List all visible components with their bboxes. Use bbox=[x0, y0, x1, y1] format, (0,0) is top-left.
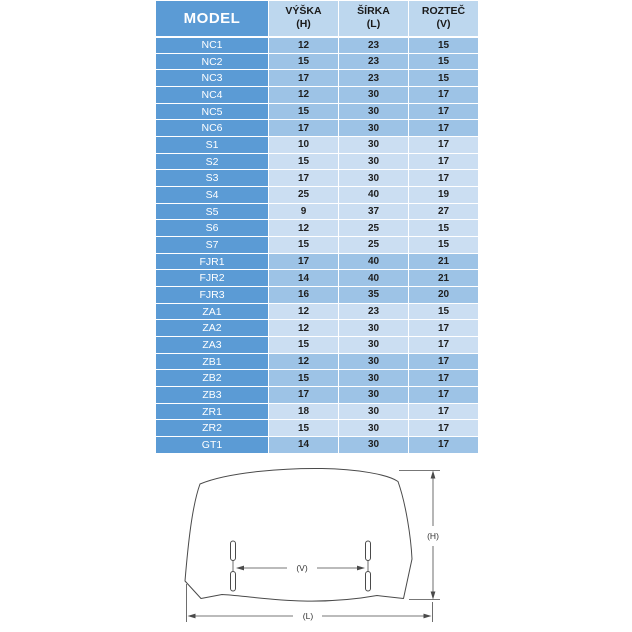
table-row bbox=[156, 420, 479, 437]
value-cell-h: 9 bbox=[269, 203, 339, 220]
model-cell: S6 bbox=[156, 220, 269, 237]
value-cell-v: 17 bbox=[409, 153, 479, 170]
value-cell-h: 25 bbox=[269, 187, 339, 204]
table-row bbox=[156, 270, 479, 287]
value-cell-v: 19 bbox=[409, 187, 479, 204]
value-cell-l: 37 bbox=[339, 203, 409, 220]
model-cell: NC5 bbox=[156, 103, 269, 120]
model-cell: S5 bbox=[156, 203, 269, 220]
value-cell-l: 25 bbox=[339, 220, 409, 237]
value-cell-h: 15 bbox=[269, 153, 339, 170]
value-cell-h: 16 bbox=[269, 287, 339, 304]
value-cell-l: 30 bbox=[339, 387, 409, 404]
model-cell: S2 bbox=[156, 153, 269, 170]
value-cell-v: 17 bbox=[409, 387, 479, 404]
dimension-h-arrow-bottom bbox=[431, 592, 436, 600]
table-row bbox=[156, 87, 479, 104]
table-row bbox=[156, 437, 479, 454]
dimension-h-label: (H) bbox=[427, 531, 439, 541]
table-row bbox=[156, 353, 479, 370]
value-cell-v: 17 bbox=[409, 337, 479, 354]
value-cell-h: 17 bbox=[269, 170, 339, 187]
value-cell-v: 15 bbox=[409, 303, 479, 320]
mounting-slot-right-lower bbox=[366, 572, 371, 592]
value-cell-l: 30 bbox=[339, 153, 409, 170]
value-cell-l: 30 bbox=[339, 353, 409, 370]
value-cell-h: 12 bbox=[269, 87, 339, 104]
value-cell-h: 15 bbox=[269, 420, 339, 437]
value-cell-v: 17 bbox=[409, 137, 479, 154]
value-cell-h: 17 bbox=[269, 70, 339, 87]
column-header-width bbox=[339, 1, 409, 37]
header-row bbox=[156, 1, 479, 37]
value-cell-h: 14 bbox=[269, 437, 339, 454]
model-cell: ZB3 bbox=[156, 387, 269, 404]
table-row bbox=[156, 153, 479, 170]
value-cell-h: 12 bbox=[269, 37, 339, 54]
table-row bbox=[156, 370, 479, 387]
value-cell-v: 15 bbox=[409, 237, 479, 254]
value-cell-v: 17 bbox=[409, 370, 479, 387]
model-cell: ZA2 bbox=[156, 320, 269, 337]
value-cell-l: 40 bbox=[339, 187, 409, 204]
value-cell-h: 15 bbox=[269, 237, 339, 254]
windshield-outline bbox=[185, 468, 412, 601]
value-cell-h: 15 bbox=[269, 53, 339, 70]
column-header-spacing-label: ROZTEČ bbox=[421, 5, 466, 18]
table-row bbox=[156, 287, 479, 304]
column-header-height-label: VÝŠKA bbox=[285, 5, 322, 18]
table-row bbox=[156, 303, 479, 320]
model-cell: NC6 bbox=[156, 120, 269, 137]
value-cell-v: 21 bbox=[409, 253, 479, 270]
value-cell-l: 35 bbox=[339, 287, 409, 304]
model-cell: S4 bbox=[156, 187, 269, 204]
value-cell-v: 21 bbox=[409, 270, 479, 287]
model-cell: ZA1 bbox=[156, 303, 269, 320]
value-cell-v: 17 bbox=[409, 420, 479, 437]
value-cell-h: 12 bbox=[269, 320, 339, 337]
table-row bbox=[156, 187, 479, 204]
value-cell-l: 23 bbox=[339, 303, 409, 320]
value-cell-v: 17 bbox=[409, 103, 479, 120]
model-cell: ZR2 bbox=[156, 420, 269, 437]
model-cell: NC2 bbox=[156, 53, 269, 70]
value-cell-v: 17 bbox=[409, 120, 479, 137]
spec-table bbox=[155, 0, 479, 454]
column-header-spacing bbox=[409, 1, 479, 37]
table-row bbox=[156, 337, 479, 354]
value-cell-v: 15 bbox=[409, 37, 479, 54]
value-cell-l: 30 bbox=[339, 403, 409, 420]
value-cell-h: 10 bbox=[269, 137, 339, 154]
value-cell-v: 15 bbox=[409, 70, 479, 87]
table-row bbox=[156, 70, 479, 87]
dimension-l-arrow-left bbox=[188, 614, 196, 619]
value-cell-v: 17 bbox=[409, 320, 479, 337]
value-cell-l: 40 bbox=[339, 270, 409, 287]
value-cell-v: 20 bbox=[409, 287, 479, 304]
table-row bbox=[156, 137, 479, 154]
value-cell-h: 17 bbox=[269, 253, 339, 270]
model-cell: NC4 bbox=[156, 87, 269, 104]
model-cell: S7 bbox=[156, 237, 269, 254]
table-row bbox=[156, 53, 479, 70]
table-row bbox=[156, 403, 479, 420]
value-cell-h: 12 bbox=[269, 220, 339, 237]
windshield-dimension-diagram bbox=[0, 460, 632, 632]
model-cell: GT1 bbox=[156, 437, 269, 454]
value-cell-l: 30 bbox=[339, 437, 409, 454]
value-cell-v: 17 bbox=[409, 87, 479, 104]
table-row bbox=[156, 253, 479, 270]
table-row bbox=[156, 220, 479, 237]
table-row bbox=[156, 387, 479, 404]
model-cell: FJR2 bbox=[156, 270, 269, 287]
column-header-width-label: ŠÍRKA bbox=[357, 5, 390, 18]
model-cell: FJR1 bbox=[156, 253, 269, 270]
value-cell-l: 23 bbox=[339, 70, 409, 87]
value-cell-l: 40 bbox=[339, 253, 409, 270]
column-header-spacing-sub: (V) bbox=[436, 18, 451, 31]
table-row bbox=[156, 37, 479, 54]
value-cell-l: 30 bbox=[339, 87, 409, 104]
value-cell-v: 17 bbox=[409, 353, 479, 370]
value-cell-l: 30 bbox=[339, 370, 409, 387]
dimension-h-arrow-top bbox=[431, 471, 436, 479]
model-cell: S1 bbox=[156, 137, 269, 154]
value-cell-l: 30 bbox=[339, 120, 409, 137]
value-cell-h: 15 bbox=[269, 103, 339, 120]
value-cell-h: 15 bbox=[269, 370, 339, 387]
value-cell-v: 17 bbox=[409, 170, 479, 187]
value-cell-v: 17 bbox=[409, 437, 479, 454]
dimension-l-label: (L) bbox=[302, 611, 314, 621]
model-cell: S3 bbox=[156, 170, 269, 187]
value-cell-h: 14 bbox=[269, 270, 339, 287]
value-cell-l: 23 bbox=[339, 53, 409, 70]
table-row bbox=[156, 170, 479, 187]
model-cell: NC1 bbox=[156, 37, 269, 54]
table-row bbox=[156, 203, 479, 220]
value-cell-l: 23 bbox=[339, 37, 409, 54]
model-cell: ZB1 bbox=[156, 353, 269, 370]
value-cell-h: 17 bbox=[269, 120, 339, 137]
table-row bbox=[156, 320, 479, 337]
column-header-width-sub: (L) bbox=[366, 18, 381, 31]
value-cell-v: 27 bbox=[409, 203, 479, 220]
column-header-height-sub: (H) bbox=[296, 18, 311, 31]
table-row bbox=[156, 120, 479, 137]
model-cell: FJR3 bbox=[156, 287, 269, 304]
dimension-v-label: (V) bbox=[296, 563, 308, 574]
value-cell-h: 18 bbox=[269, 403, 339, 420]
value-cell-h: 17 bbox=[269, 387, 339, 404]
value-cell-v: 17 bbox=[409, 403, 479, 420]
column-header-height bbox=[269, 1, 339, 37]
value-cell-l: 30 bbox=[339, 137, 409, 154]
model-cell: ZB2 bbox=[156, 370, 269, 387]
mounting-slot-right-upper bbox=[366, 541, 371, 561]
model-cell: NC3 bbox=[156, 70, 269, 87]
value-cell-v: 15 bbox=[409, 220, 479, 237]
column-header-model: MODEL bbox=[156, 1, 269, 37]
table-row bbox=[156, 237, 479, 254]
mounting-slot-left-lower bbox=[231, 572, 236, 592]
dimension-l-arrow-right bbox=[424, 614, 432, 619]
mounting-slot-left-upper bbox=[231, 541, 236, 561]
value-cell-h: 12 bbox=[269, 353, 339, 370]
value-cell-h: 12 bbox=[269, 303, 339, 320]
value-cell-l: 30 bbox=[339, 337, 409, 354]
value-cell-h: 15 bbox=[269, 337, 339, 354]
value-cell-v: 15 bbox=[409, 53, 479, 70]
table-body bbox=[156, 37, 479, 454]
value-cell-l: 30 bbox=[339, 103, 409, 120]
value-cell-l: 30 bbox=[339, 170, 409, 187]
value-cell-l: 30 bbox=[339, 320, 409, 337]
model-cell: ZR1 bbox=[156, 403, 269, 420]
value-cell-l: 25 bbox=[339, 237, 409, 254]
value-cell-l: 30 bbox=[339, 420, 409, 437]
model-cell: ZA3 bbox=[156, 337, 269, 354]
table-row bbox=[156, 103, 479, 120]
